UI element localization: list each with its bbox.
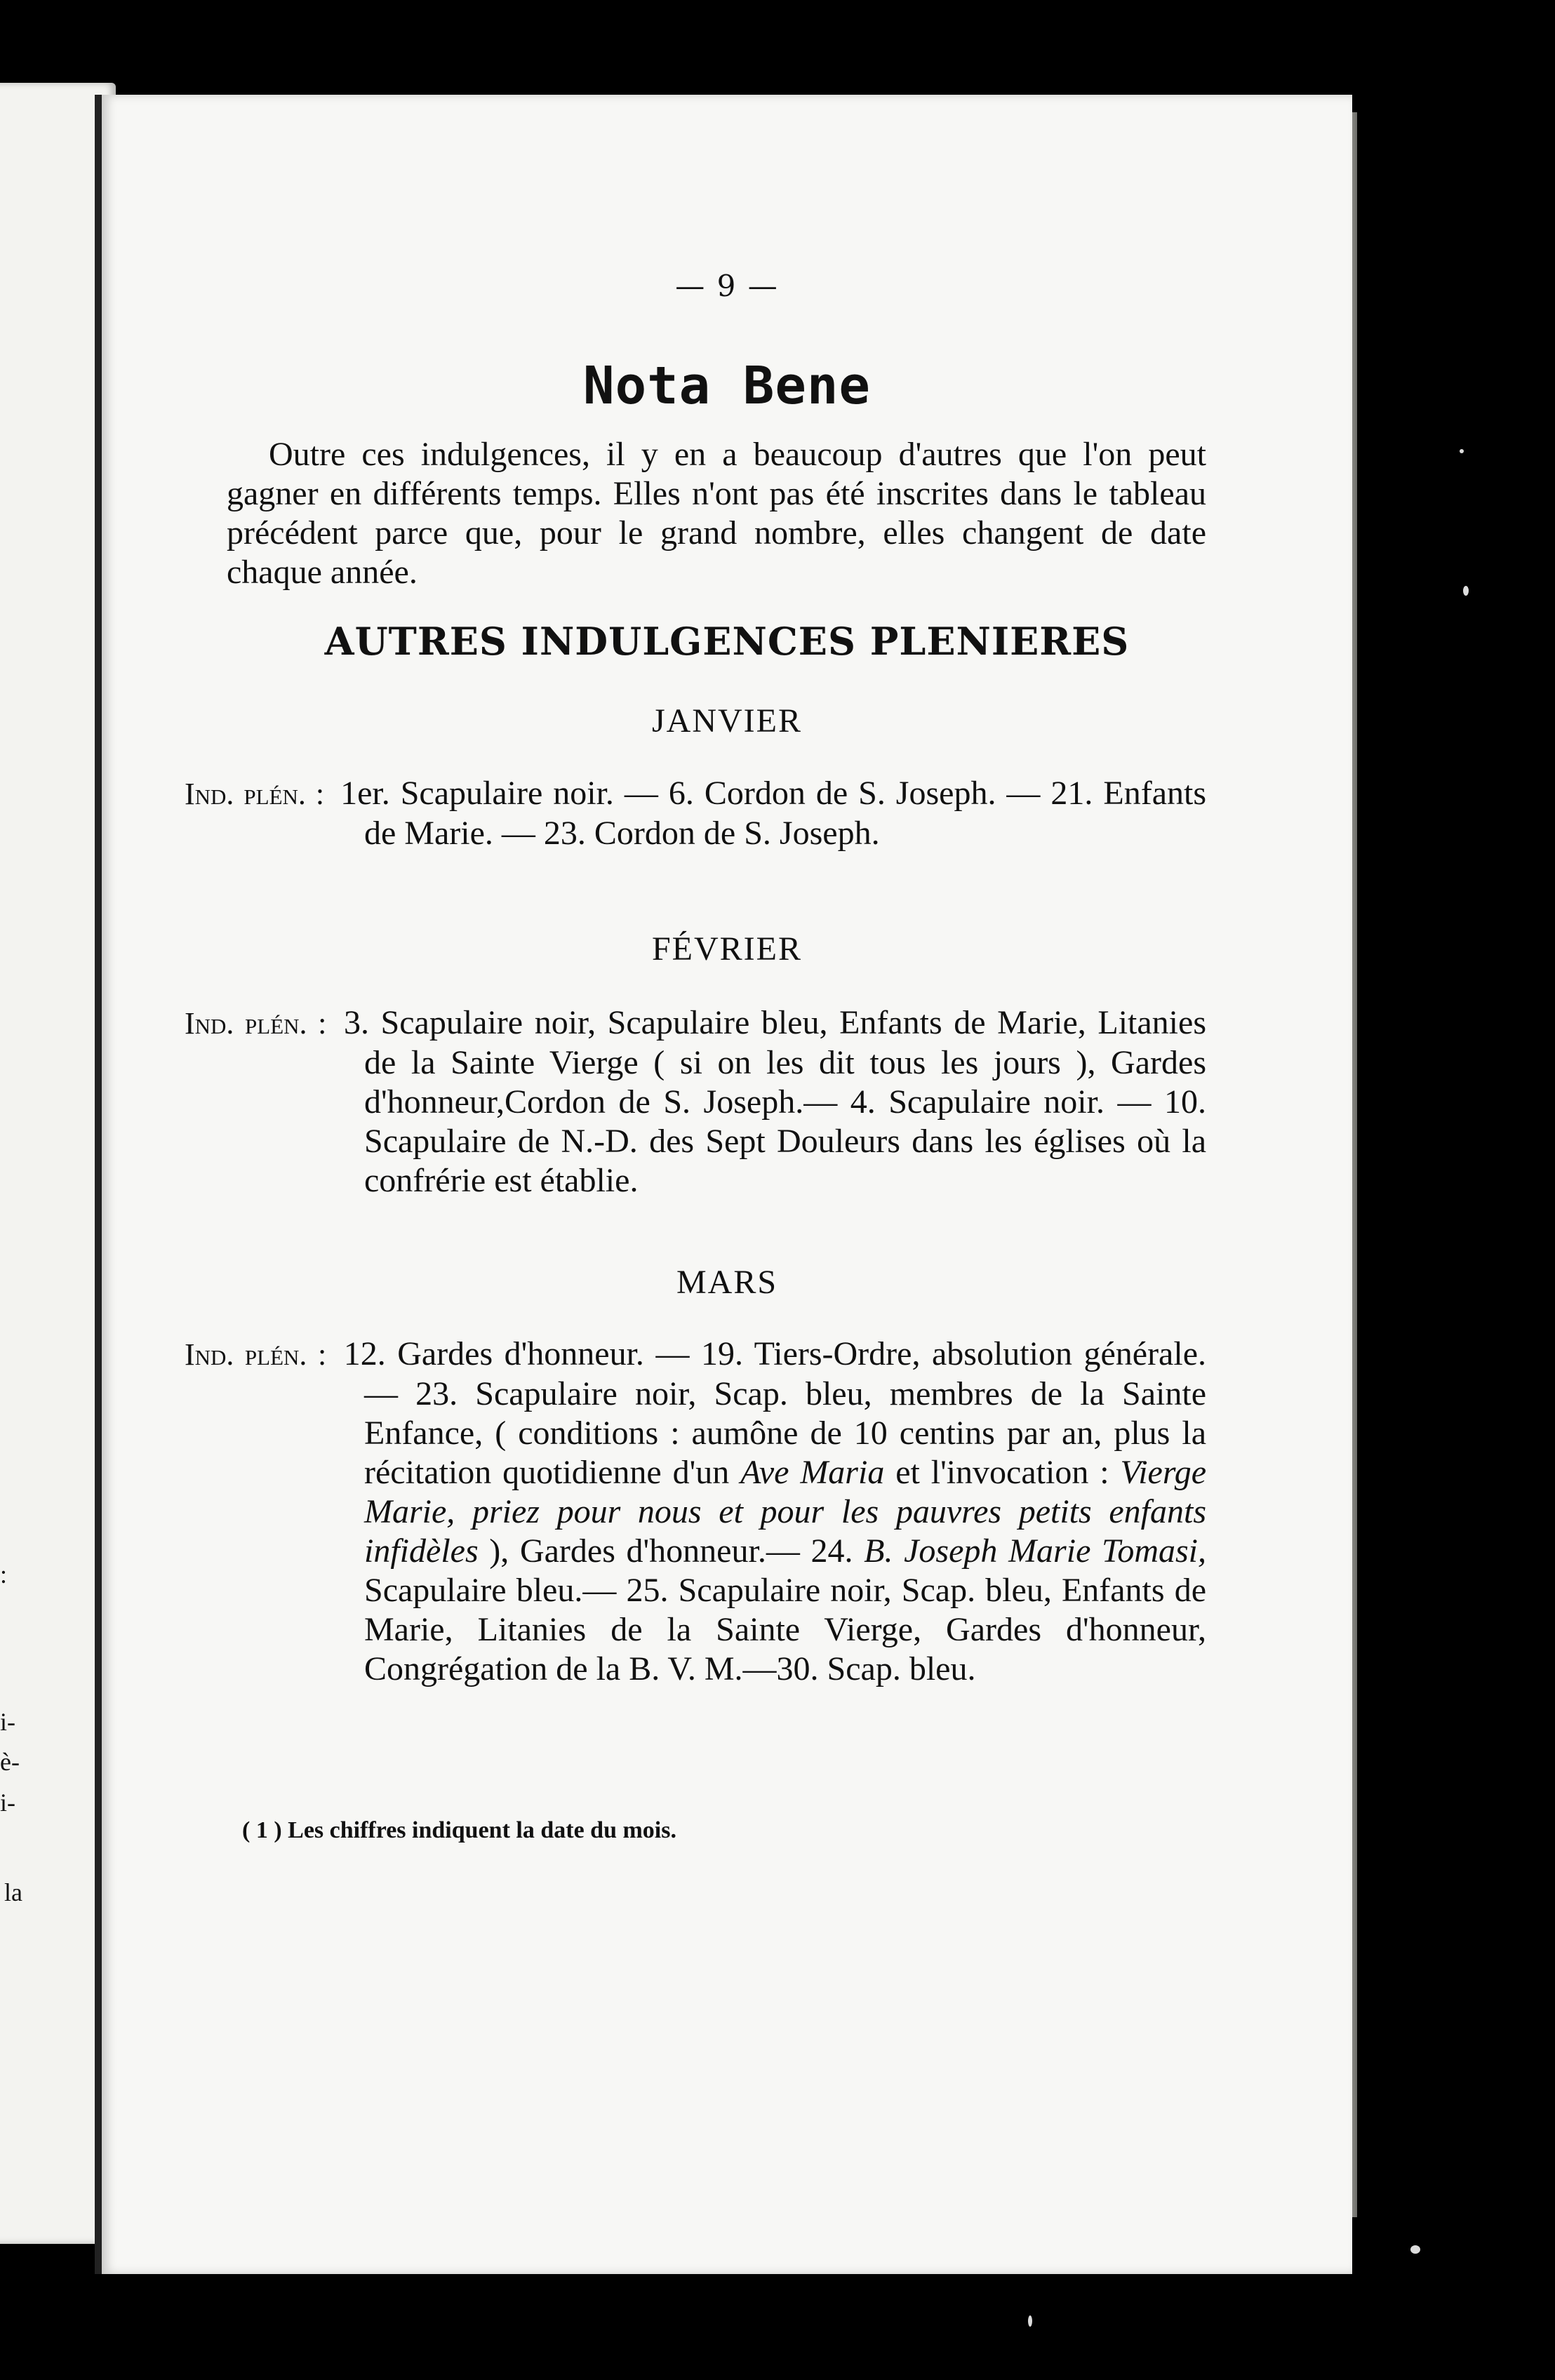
entry-italic: Vierge Marie, priez pour nous et pour les pauvres petits enfants infidèles	[364, 1454, 1207, 1570]
entry-text	[185, 774, 1206, 853]
entry-label: Ind. plén. :	[185, 1006, 327, 1041]
month-heading-mars: MARS	[676, 1264, 778, 1301]
left-page-fragment: i-	[0, 1708, 15, 1736]
entry-body-part: ), Gardes d'honneur.— 24.	[489, 1532, 853, 1570]
intro-paragraph: Outre ces indulgences, il y en a beaucoup d'autres que l'on peut gagner en différents temps. Elles n'ont pas été inscrites dans le tableau précédent parce que, pour le grand nombre, elles changent de date chaque année.	[227, 436, 1206, 591]
entry-body: 1er. Scapulaire noir. — 6. Cordon de S. Joseph. — 21. Enfants de Marie. — 23. Cordon de S. Joseph.	[340, 775, 1207, 852]
month-heading-janvier: JANVIER	[652, 702, 802, 740]
month-entry-fevrier	[185, 1003, 1206, 1201]
left-page-fragment: è-	[0, 1748, 20, 1776]
document-page	[95, 95, 1352, 2274]
left-page-fragment: la	[4, 1878, 22, 1906]
scan-speck	[1410, 2245, 1420, 2254]
entry-body-part: Scapulaire bleu.— 25. Scapulaire noir, Scap. bleu, Enfants de Marie, Litanies de la Sainte Vierge, Gardes d'honneur, Congrégation de la B. V. M.—30. Scap. bleu.	[364, 1572, 1206, 1687]
entry-text	[185, 1335, 1206, 1689]
entry-body: 3. Scapulaire noir, Scapulaire bleu, Enfants de Marie, Litanies de la Sainte Vierge ( si on les dit tous les jours ), Gardes d'honneur,Cordon de S. Joseph.— 4. Scapulaire noir. — 10. Scapulaire de N.-D. des Sept Douleurs dans les églises où la confrérie est établie.	[343, 1004, 1207, 1199]
month-heading-fevrier: FÉVRIER	[651, 930, 802, 968]
month-entry-janvier	[185, 774, 1206, 853]
entry-italic: B. Joseph Marie Tomasi,	[864, 1532, 1206, 1570]
entry-text	[185, 1003, 1206, 1201]
left-page-fragment: i-	[0, 1789, 15, 1817]
left-page-fragment: :	[0, 1560, 8, 1589]
page-number: — 9 —	[675, 269, 779, 303]
section-heading: AUTRES INDULGENCES PLENIERES	[324, 619, 1130, 664]
entry-label: Ind. plén. :	[185, 1337, 327, 1372]
scan-speck	[1028, 2315, 1032, 2327]
footnote: ( 1 ) Les chiffres indiquent la date du mois.	[242, 1817, 676, 1843]
entry-italic: Ave Maria	[740, 1454, 885, 1491]
entry-body-part: 12. Gardes d'honneur. — 19. Tiers-Ordre, absolution générale. — 23. Scapulaire noir, Scap. bleu, membres de la Sainte Enfance, ( conditions : aumône de 10 centins par an, plus la récitation quotidienne d'un	[343, 1335, 1207, 1491]
scan-speck	[1463, 586, 1469, 596]
page-title: Nota Bene	[583, 356, 871, 416]
scan-speck	[1460, 449, 1464, 453]
entry-body-part: et l'invocation :	[895, 1454, 1109, 1491]
month-entry-mars	[185, 1335, 1206, 1689]
entry-label: Ind. plén. :	[185, 777, 325, 811]
